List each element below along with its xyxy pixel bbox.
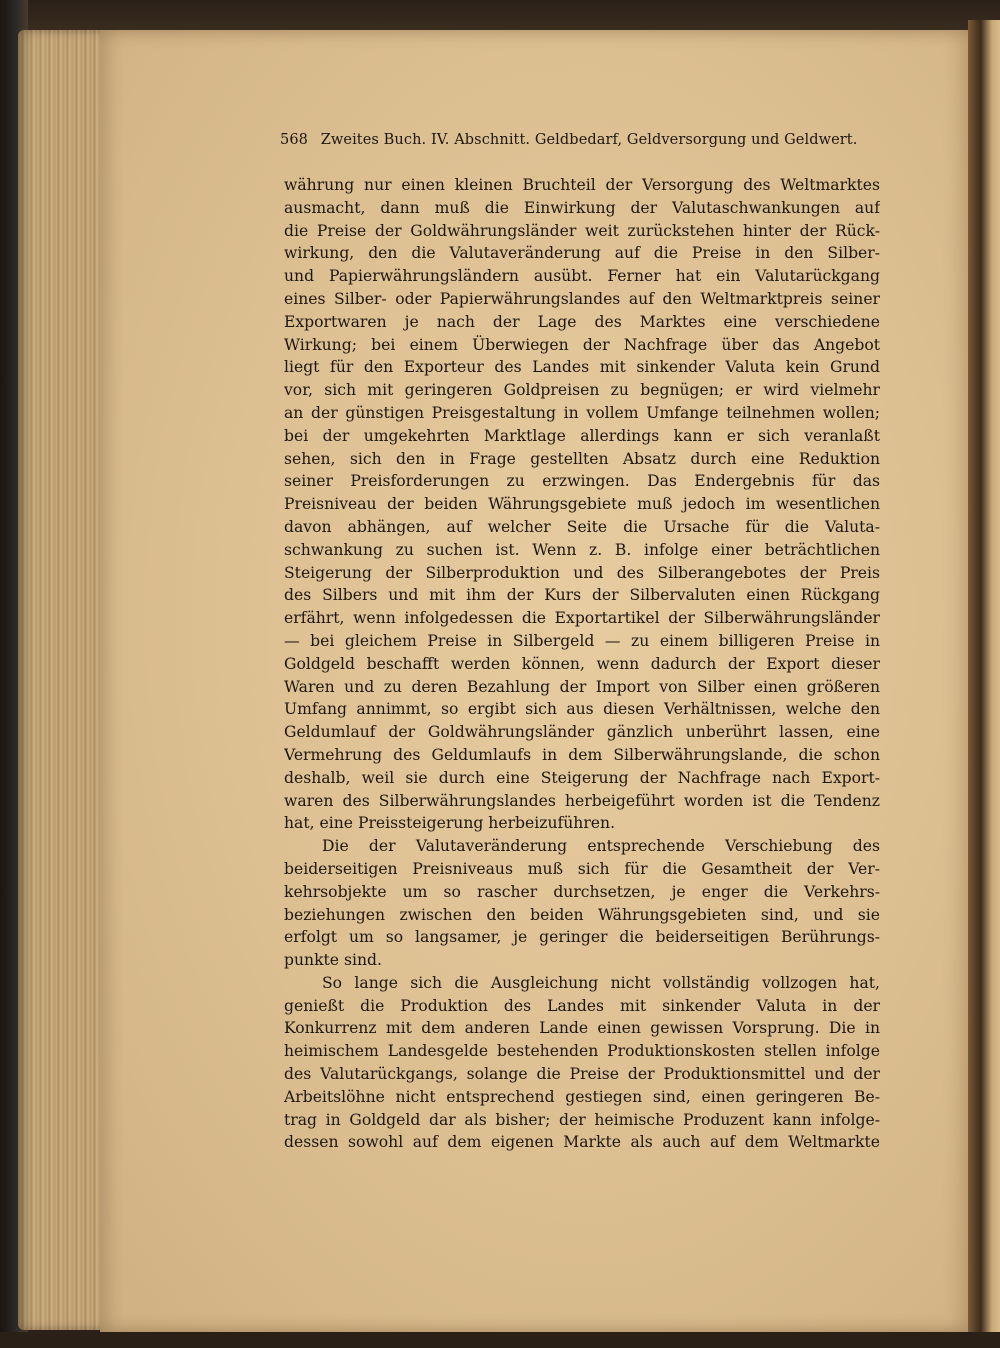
text-line: schwankung zu suchen ist. Wenn z. B. infolge einer beträchtlichen	[284, 540, 880, 559]
text-line: deshalb, weil sie durch eine Steigerung der Nachfrage nach Export-	[284, 768, 880, 787]
text-line: beiderseitigen Preisniveaus muß sich für die Gesamtheit der Ver-	[284, 859, 880, 878]
text-line: vor, sich mit geringeren Goldpreisen zu begnügen; er wird vielmehr	[284, 381, 880, 400]
page-number: 568	[280, 132, 308, 148]
text-line: erfolgt um so langsamer, je geringer die beiderseitigen Berührungs-	[284, 928, 880, 947]
text-line: Exportwaren je nach der Lage des Marktes eine verschiedene	[284, 312, 880, 331]
text-line: genießt die Produktion des Landes mit sinkender Valuta in der	[284, 996, 880, 1015]
text-line: des Silbers und mit ihm der Kurs der Silbervaluten einen Rückgang	[284, 586, 880, 605]
text-line: waren des Silberwährungslandes herbeigeführt worden ist die Tendenz	[284, 791, 880, 810]
scan-background-bottom	[0, 1332, 1000, 1348]
text-line: Wirkung; bei einem Überwiegen der Nachfrage über das Angebot	[284, 335, 880, 354]
text-line: hat, eine Preissteigerung herbeizuführen.	[284, 814, 616, 833]
text-line: liegt für den Exporteur des Landes mit sinkender Valuta kein Grund	[284, 358, 880, 377]
text-line: trag in Goldgeld dar als bisher; der heimische Produzent kann infolge-	[284, 1110, 880, 1129]
text-line: dessen sowohl auf dem eigenen Markte als auch auf dem Weltmarkte	[284, 1133, 880, 1152]
book-gutter	[968, 20, 1000, 1348]
text-line: seiner Preisforderungen zu erzwingen. Das Endergebnis für das	[284, 472, 880, 491]
text-line: bei der umgekehrten Marktlage allerdings kann er sich veranlaßt	[284, 426, 880, 445]
text-line: erfährt, wenn infolgedessen die Exportartikel der Silberwährungsländer	[284, 609, 880, 628]
text-line: punkte sind.	[284, 951, 382, 970]
text-line: des Valutarückgangs, solange die Preise der Produktionsmittel und der	[284, 1065, 880, 1084]
text-line: Arbeitslöhne nicht entsprechend gestiegen sind, einen geringeren Be-	[284, 1087, 880, 1106]
text-line: Vermehrung des Geldumlaufs in dem Silberwährungslande, die schon	[284, 745, 880, 764]
text-line: Konkurrenz mit dem anderen Lande einen gewissen Vorsprung. Die in	[284, 1019, 880, 1038]
text-line: Waren und zu deren Bezahlung der Import von Silber einen größeren	[284, 677, 880, 696]
text-line: und Papierwährungsländern ausübt. Ferner hat ein Valutarückgang	[284, 267, 880, 286]
body-text	[284, 174, 880, 1154]
text-line: Goldgeld beschafft werden können, wenn dadurch der Export dieser	[284, 654, 880, 673]
text-line: davon abhängen, auf welcher Seite die Ursache für die Valuta-	[284, 517, 880, 536]
text-line: Geldumlauf der Goldwährungsländer gänzlich unberührt lassen, eine	[284, 723, 880, 742]
text-line: die Preise der Goldwährungsländer weit zurückstehen hinter der Rück-	[284, 221, 880, 240]
text-line: heimischem Landesgelde bestehenden Produktionskosten stellen infolge	[284, 1042, 880, 1061]
text-line: beziehungen zwischen den beiden Währungsgebieten sind, und sie	[284, 905, 880, 924]
text-line: an der günstigen Preisgestaltung in vollem Umfange teilnehmen wollen;	[284, 403, 880, 422]
scan-background-top	[0, 0, 1000, 32]
text-line: sehen, sich den in Frage gestellten Absatz durch eine Reduktion	[284, 449, 880, 468]
running-title: Zweites Buch. IV. Abschnitt. Geldbedarf, Geldversorgung und Geldwert.	[320, 132, 858, 148]
text-line: Preisniveau der beiden Währungsgebiete muß jedoch im wesentlichen	[284, 495, 880, 514]
text-line: währung nur einen kleinen Bruchteil der Versorgung des Weltmarktes	[284, 176, 880, 194]
text-line: So lange sich die Ausgleichung nicht vollständig vollzogen hat,	[322, 973, 880, 992]
text-line: kehrsobjekte um so rascher durchsetzen, je enger die Verkehrs-	[284, 882, 880, 901]
running-header	[280, 132, 880, 148]
text-line: Umfang annimmt, so ergibt sich aus diesen Verhältnissen, welche den	[284, 700, 880, 719]
text-line: wirkung, den die Valutaveränderung auf die Preise in den Silber-	[284, 244, 880, 263]
text-line: — bei gleichem Preise in Silbergeld — zu einem billigeren Preise in	[284, 631, 880, 650]
text-line: Die der Valutaveränderung entsprechende Verschiebung des	[322, 837, 880, 856]
text-line: Steigerung der Silberproduktion und des Silberangebotes der Preis	[284, 563, 880, 582]
text-line: ausmacht, dann muß die Einwirkung der Valutaschwankungen auf	[284, 198, 880, 217]
text-line: eines Silber- oder Papierwährungslandes auf den Weltmarktpreis seiner	[284, 289, 880, 308]
